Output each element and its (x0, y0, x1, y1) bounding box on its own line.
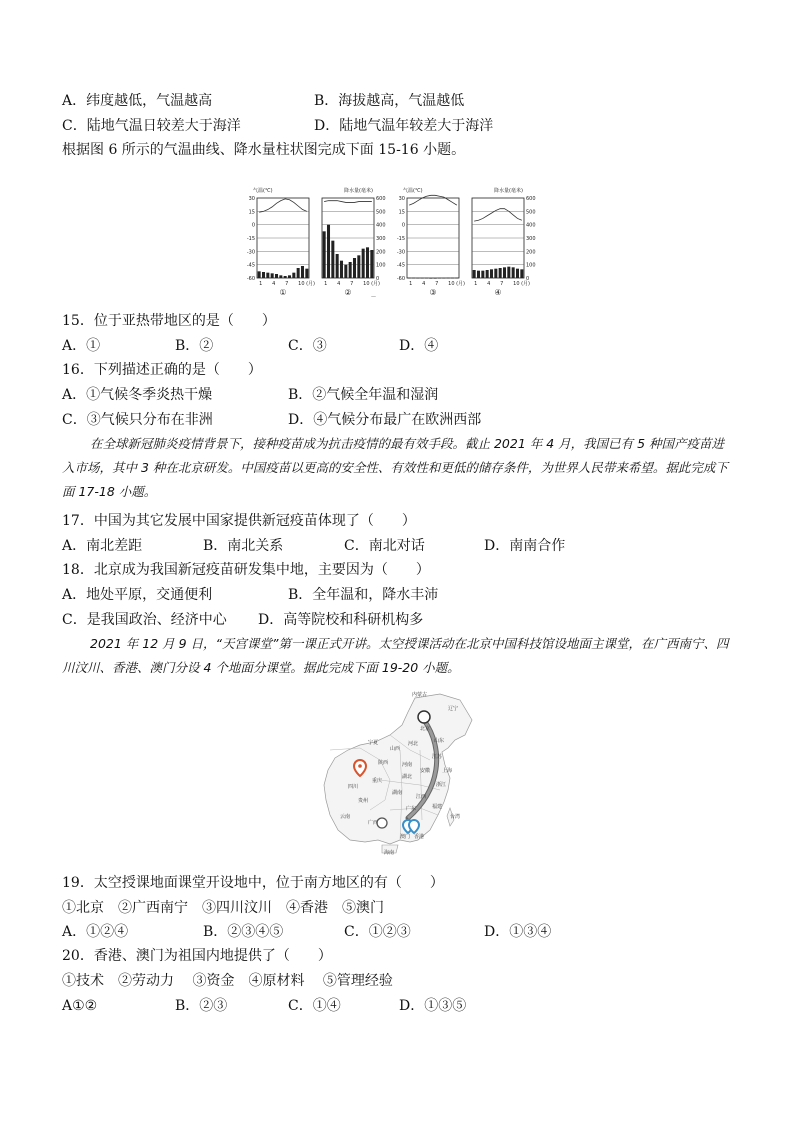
map-province-label: 江苏 (432, 754, 443, 760)
q17-option-d: D．南南合作 (484, 538, 566, 554)
precip-bar (275, 274, 278, 278)
map-province-label: 台湾 (450, 814, 461, 820)
precip-bar (408, 278, 411, 279)
temp-tick-label: -60 (246, 276, 255, 282)
month-tick-label: 4 (487, 281, 491, 287)
month-tick-label: 7 (500, 281, 504, 287)
q18-option-d: D．高等院校和科研机构多 (258, 612, 424, 628)
precip-bar (451, 278, 454, 279)
precip-bar (279, 275, 282, 278)
map-province-label: 广西 (368, 820, 379, 826)
climate-charts-figure (235, 180, 555, 305)
chart-number-label: ④ (494, 288, 502, 297)
map-province-label: 湖北 (402, 774, 413, 780)
q17-option-b: B．南北关系 (203, 538, 284, 554)
map-province-label: 湖南 (392, 790, 403, 796)
precip-bar (507, 267, 510, 278)
q15-stem: 15．位于亚热带地区的是（ ） (62, 313, 276, 329)
precip-bar (262, 272, 265, 278)
temp-axis-title: 气温(℃) (403, 188, 423, 194)
beijing-marker-icon (418, 711, 430, 723)
month-tick-label: 1 (259, 281, 263, 287)
q17-option-a: A．南北差距 (62, 538, 143, 554)
precip-bar (512, 267, 515, 278)
month-tick-label: 7 (285, 281, 289, 287)
temp-tick-label: -30 (246, 249, 255, 256)
q18-option-b: B．全年温和，降水丰沛 (288, 587, 439, 603)
precip-tick-label: 300 (526, 236, 536, 242)
precip-bar (284, 276, 287, 278)
q15-option-d: D．④ (399, 338, 439, 354)
q19-stem: 19．太空授课地面课堂开设地中，位于南方地区的有（ ） (62, 875, 444, 891)
temp-tick-label: 15 (248, 209, 255, 216)
precip-bar (327, 225, 330, 278)
precip-tick-label: 100 (376, 262, 386, 269)
q15-option-c: C．③ (288, 338, 327, 354)
precip-tick-label: 100 (526, 262, 536, 269)
map-province-label: 内蒙古 (412, 692, 428, 698)
precip-bar (344, 265, 347, 278)
map-province-label: 四川 (348, 784, 359, 790)
temp-tick-label: -45 (396, 262, 405, 269)
month-tick-label: 4 (272, 281, 276, 287)
q16-option-a: A．①气候冬季炎热干燥 (62, 387, 213, 403)
q18-option-a: A．地处平原，交通便利 (62, 587, 213, 603)
q20-option-b: B．②③ (175, 998, 228, 1014)
precip-bar (481, 271, 484, 278)
precip-bar (434, 278, 437, 279)
precip-bar (503, 267, 506, 278)
precip-bar (331, 241, 334, 278)
precip-axis-title: 降水量(毫米) (494, 188, 523, 194)
month-tick-label: 1 (474, 281, 478, 287)
q15-option-b: B．② (175, 338, 214, 354)
q15-option-a: A．① (62, 338, 101, 354)
map-province-label: 浙江 (436, 782, 447, 788)
map-province-label: 香港 (414, 834, 425, 840)
precip-bar (494, 269, 497, 278)
q19-option-b: B．②③④⑤ (203, 924, 284, 940)
month-tick-label: 4 (422, 281, 426, 287)
nanning-marker-icon (377, 818, 387, 828)
precip-bar (416, 278, 419, 279)
map-province-label: 陕西 (378, 760, 389, 766)
map-province-label: 云南 (340, 814, 351, 820)
month-tick-label: 4 (337, 281, 341, 287)
month-tick-label: 10 (月) (448, 281, 466, 287)
precip-bar (473, 270, 476, 278)
map-province-label: 河南 (402, 762, 413, 768)
precip-bar (305, 269, 308, 278)
precip-bar (271, 273, 274, 278)
q16-option-c: C．③气候只分布在非洲 (62, 412, 213, 428)
q20-option-c: C．①④ (288, 998, 341, 1014)
temp-tick-label: 15 (398, 209, 405, 216)
precip-bar (349, 262, 352, 278)
precip-bar (499, 268, 502, 278)
precip-tick-label: 500 (526, 209, 536, 216)
precip-bar (425, 278, 428, 279)
q16-option-b: B．②气候全年温和湿润 (288, 387, 439, 403)
precip-bar (429, 278, 432, 279)
precip-tick-label: 600 (526, 196, 536, 202)
q19-option-c: C．①②③ (344, 924, 411, 940)
q19-option-a: A．①②④ (62, 924, 129, 940)
q14-option-b: B．海拔越高，气温越低 (314, 93, 465, 109)
month-tick-label: 10 (月) (363, 281, 381, 287)
precip-bar (477, 271, 480, 278)
chart-number-label: ② (344, 288, 352, 297)
q17-stem: 17．中国为其它发展中国家提供新冠疫苗体现了（ ） (62, 513, 416, 529)
map-province-label: 广东 (406, 806, 417, 812)
precip-bar (353, 258, 356, 278)
precip-bar (520, 269, 523, 278)
q19-items: ①北京 ②广西南宁 ③四川汶川 ④香港 ⑤澳门 (62, 900, 384, 916)
temp-tick-label: 0 (251, 222, 255, 229)
q17-option-c: C．南北对话 (344, 538, 425, 554)
intro-15-16: 根据图 6 所示的气温曲线、降水量柱状图完成下面 15-16 小题。 (62, 142, 466, 158)
precip-bar (357, 255, 360, 278)
month-tick-label: 7 (350, 281, 354, 287)
precip-bar (438, 278, 441, 279)
precip-bar (447, 278, 450, 279)
map-province-label: 北京 (420, 726, 431, 732)
temp-axis-title: 气温(℃) (253, 188, 273, 194)
precip-bar (366, 247, 369, 278)
map-province-label: 上海 (442, 768, 453, 774)
precip-bar (288, 275, 291, 278)
precip-bar (370, 250, 373, 278)
map-province-label: 江西 (416, 794, 427, 800)
month-tick-label: 1 (409, 281, 413, 287)
q14-option-d: D．陆地气温年较差大于海洋 (314, 118, 494, 134)
temp-tick-label: 0 (401, 222, 405, 229)
q20-stem: 20．香港、澳门为祖国内地提供了（ ） (62, 948, 332, 964)
q14-option-c: C．陆地气温日较差大于海洋 (62, 118, 241, 134)
precip-tick-label: 400 (526, 222, 536, 229)
month-tick-label: 7 (435, 281, 439, 287)
passage-19-20: 2021 年 12 月 9 日，“天宫课堂”第一课正式开讲。太空授课活动在北京中国科技馆设地面主课堂，在广西南宁、四川汶川、香港、澳门分设 4 个地面分课堂。据此完成下面 19-20 小题。 (62, 636, 729, 675)
q18-option-c: C．是我国政治、经济中心 (62, 612, 227, 628)
month-tick-label: 10 (月) (298, 281, 316, 287)
temp-tick-label: -45 (246, 262, 255, 269)
precip-bar (442, 278, 445, 279)
map-province-label: 重庆 (372, 778, 383, 784)
q16-option-d: D．④气候分布最广在欧洲西部 (288, 412, 482, 428)
temp-tick-label: -30 (396, 249, 405, 256)
china-map-figure (320, 690, 480, 860)
map-province-label: 山东 (434, 738, 445, 744)
hongkong-macao-pin-icon (403, 820, 419, 833)
precip-bar (421, 278, 424, 279)
month-tick-label: 10 (月) (513, 281, 531, 287)
passage-17-18: 在全球新冠肺炎疫情背景下，接种疫苗成为抗击疫情的最有效手段。截止 2021 年 4 月，我国已有 5 种国产疫苗进入市场，其中 3 种在北京研发。中国疫苗以更高的安全性、有效性和更低的储存条件，为世界人民带来希望。据此完成下面 17-18 小题。 (62, 436, 728, 499)
precip-tick-label: 400 (376, 222, 386, 229)
month-tick-label: 1 (324, 281, 328, 287)
precip-tick-label: 300 (376, 236, 386, 242)
figure-footnote: — (371, 294, 376, 300)
map-province-label: 贵州 (358, 798, 369, 804)
precip-axis-title: 降水量(毫米) (344, 188, 373, 194)
map-province-label: 海南 (384, 850, 395, 856)
precip-bar (301, 266, 304, 278)
q20-items: ①技术 ②劳动力 ③资金 ④原材料 ⑤管理经验 (62, 973, 393, 989)
precip-tick-label: 600 (376, 196, 386, 202)
map-province-label: 澳门 (400, 834, 411, 840)
q20-option-a: A①② (62, 998, 98, 1014)
chart-number-label: ① (279, 288, 287, 297)
precip-bar (490, 269, 493, 278)
map-province-label: 河北 (408, 741, 419, 747)
precip-bar (412, 278, 415, 279)
precip-bar (486, 270, 489, 278)
q14-option-a: A．纬度越低，气温越高 (62, 93, 213, 109)
precip-bar (323, 231, 326, 278)
temp-tick-label: -15 (396, 236, 405, 242)
chart-number-label: ③ (429, 288, 437, 297)
precip-tick-label: 200 (376, 249, 386, 256)
precip-bar (336, 254, 339, 278)
precip-bar (516, 269, 519, 278)
map-province-label: 山西 (390, 746, 401, 752)
q20-option-d: D．①③⑤ (399, 998, 467, 1014)
temp-tick-label: 30 (248, 196, 255, 202)
precip-tick-label: 0 (376, 276, 380, 282)
temp-tick-label: -60 (396, 276, 405, 282)
precip-tick-label: 500 (376, 209, 386, 216)
map-province-label: 辽宁 (448, 706, 459, 712)
temp-tick-label: 30 (398, 196, 405, 202)
precip-tick-label: 200 (526, 249, 536, 256)
q19-option-d: D．①③④ (484, 924, 552, 940)
q18-stem: 18．北京成为我国新冠疫苗研发集中地，主要因为（ ） (62, 562, 430, 578)
precip-bar (266, 273, 269, 278)
precip-bar (455, 278, 458, 279)
precip-bar (292, 273, 295, 278)
precip-bar (297, 268, 300, 278)
precip-bar (362, 249, 365, 278)
q16-stem: 16．下列描述正确的是（ ） (62, 362, 262, 378)
precip-bar (258, 271, 261, 278)
map-province-label: 宁夏 (368, 740, 379, 746)
precip-tick-label: 0 (526, 276, 530, 282)
map-province-label: 福建 (432, 804, 443, 810)
precip-bar (340, 261, 343, 278)
map-province-label: 安徽 (420, 768, 431, 774)
temp-tick-label: -15 (246, 236, 255, 242)
